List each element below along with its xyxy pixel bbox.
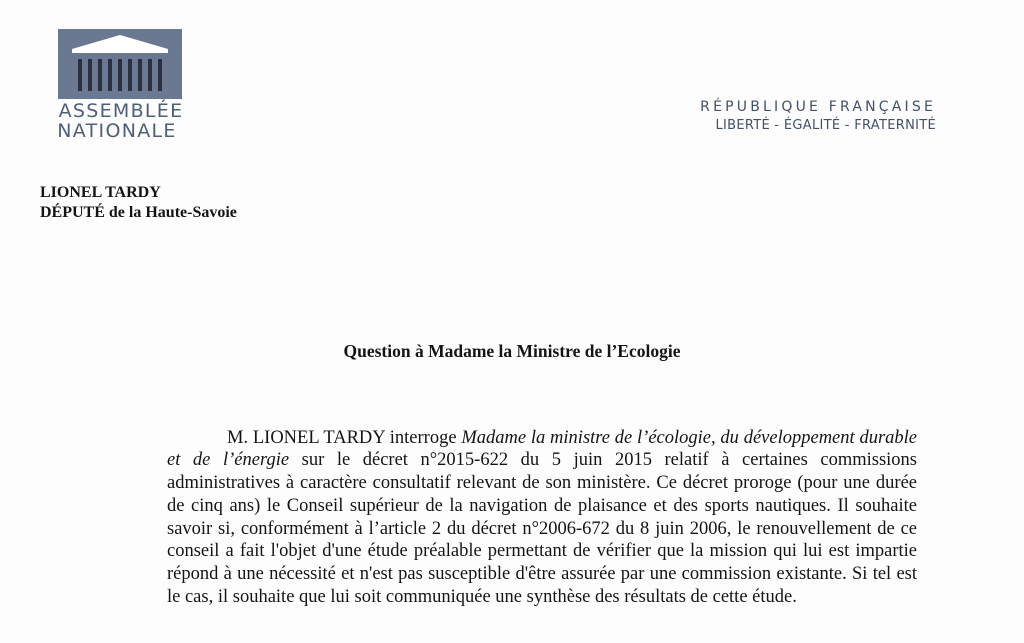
question-verb: interroge (384, 427, 462, 448)
author-block (40, 183, 237, 223)
republic-motto: LIBERTÉ - ÉGALITÉ - FRATERNITÉ (715, 118, 936, 133)
question-author: M. LIONEL TARDY (227, 427, 385, 448)
author-name: LIONEL TARDY (40, 184, 161, 201)
question-addressee: Madame la ministre de l’écologie, du développement durable et de l’énergie (167, 427, 918, 471)
question-body: sur le décret n°2015-622 du 5 juin 2015 relatif à certaines commissions administratives à caractère consultatif relevant de son ministère. Ce décret proroge (pour une durée de cinq ans) le Conseil supérieur de la navigation de plaisance et des sports nautiques. Il souhaite savoir si, conformément à l’article 2 du décret n°2006-672 du 8 juin 2006, le renouvellement de ce conseil a fait l'objet d'une étude préalable permettant de vérifier que la mission qui lui est impartie répond à une nécessité et n'est pas susceptible d'être assurée par une commission existante. Si tel est le cas, il souhaite que lui soit communiquée une synthèse des résultats de cette étude. (167, 450, 917, 608)
logo-text-line1: ASSEMBLÉE (58, 100, 184, 122)
subject-heading: Question à Madame la Ministre de l’Ecologie (343, 341, 681, 361)
republic-name: RÉPUBLIQUE FRANÇAISE (700, 99, 936, 115)
parliament-building-icon (58, 29, 182, 99)
author-title: DÉPUTÉ de la Haute-Savoie (40, 204, 237, 221)
republic-header (700, 98, 936, 136)
question-paragraph (167, 427, 917, 609)
logo-text-line2: NATIONALE (57, 120, 177, 142)
assemblee-nationale-logo (58, 29, 184, 141)
